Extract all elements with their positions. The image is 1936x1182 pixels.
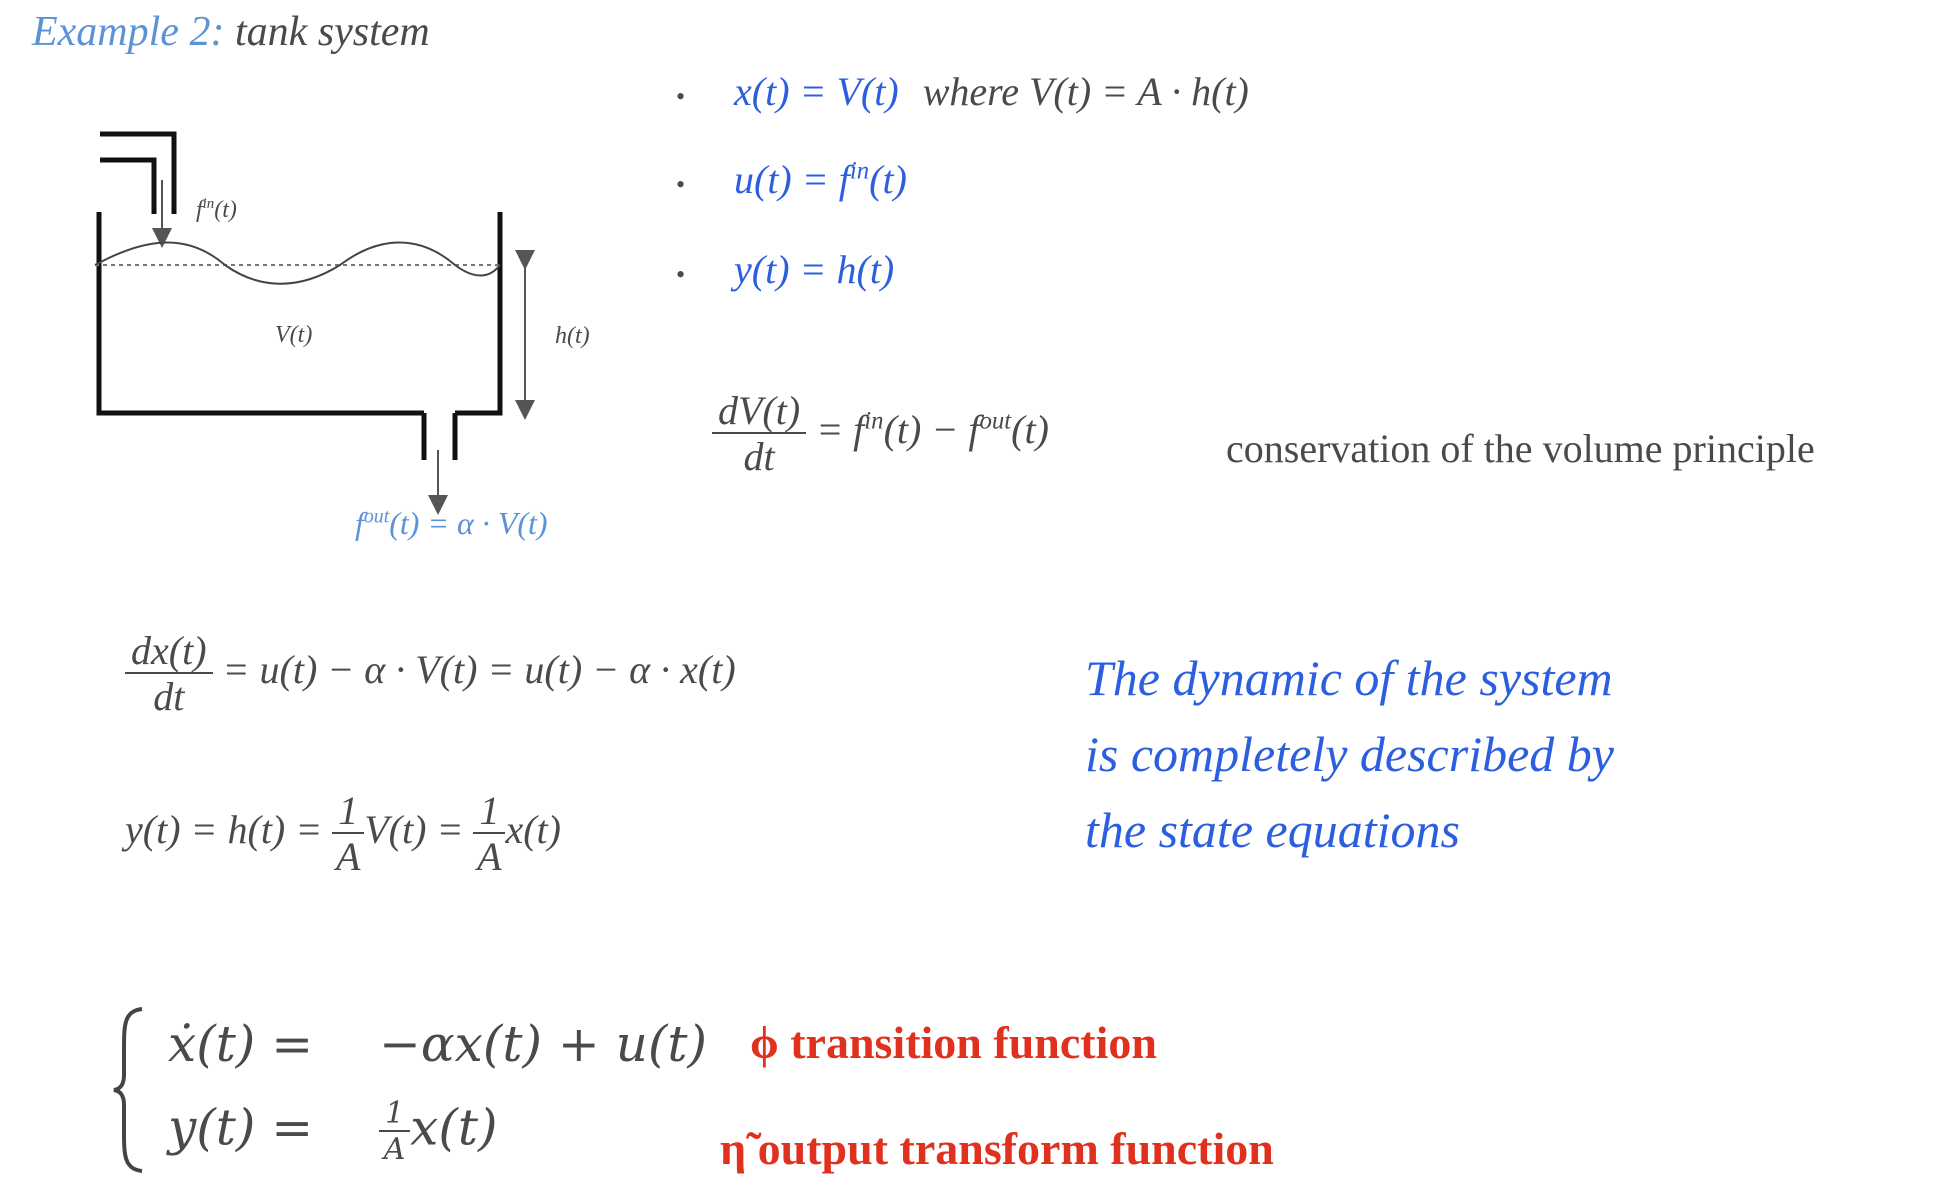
volume-label: V(t) [275, 322, 313, 348]
system-row-2: y(t) = $\frac{1}{A}$ x(t) [168, 1096, 498, 1167]
one-over-a-fraction: $\frac{1}{A}$ [332, 790, 364, 878]
height-label: h(t) [555, 323, 590, 349]
bullet-dot: • [676, 82, 686, 111]
bullet-1: • x(t) = V(t) where V(t) = A · h(t) [676, 69, 1249, 114]
bullet-2: • $u(t) = f^{in}(t)$ [676, 157, 907, 202]
bullet-dot: • [676, 170, 686, 199]
bullet-3: • y(t) = h(t) [676, 247, 895, 292]
f-in-label: $f^{in}(t)$ [196, 196, 237, 223]
tank-wall-left [99, 212, 424, 413]
page-title [32, 8, 430, 56]
transition-function-label: ϕ transition function [750, 1017, 1157, 1068]
conservation-equation: $\frac{dV(t)}{dt}$ = $f^{in}(t) - f^{out}(t)$ [712, 390, 1049, 478]
system-fraction: $\frac{1}{A}$ [379, 1098, 410, 1165]
conservation-label: conservation of the volume principle [1226, 426, 1815, 471]
title-suffix: tank system [234, 9, 430, 55]
state-equation: $\frac{dx(t)}{dt}$ = u(t) − α · V(t) = u(t) − α · x(t) [125, 630, 736, 718]
output-transform-label: η̃ output transform function [720, 1123, 1274, 1174]
system-row-1: ẋ(t) = −αx(t) + u(t) [168, 1015, 707, 1073]
water-surface-wave [95, 243, 500, 284]
left-brace [110, 1005, 150, 1175]
inlet-pipe-inner [100, 160, 154, 214]
dx-dt-fraction: $\frac{dx(t)}{dt}$ [125, 630, 213, 718]
f-out-label: $f^{out}(t) = \alpha \cdot V(t)$ [355, 505, 548, 541]
dv-dt-fraction: $\frac{dV(t)}{dt}$ [712, 390, 806, 478]
output-equation: y(t) = h(t) = $\frac{1}{A}$ V(t) = $\frac{1}{A}$ x(t) [125, 788, 561, 879]
bullet-dot: • [676, 260, 686, 289]
title-prefix: Example 2: [32, 9, 225, 55]
tank-wall-right [455, 212, 500, 413]
system-note: The dynamic of the system is completely described by the state equations [1085, 650, 1614, 858]
one-over-a-fraction: $\frac{1}{A}$ [473, 790, 505, 878]
